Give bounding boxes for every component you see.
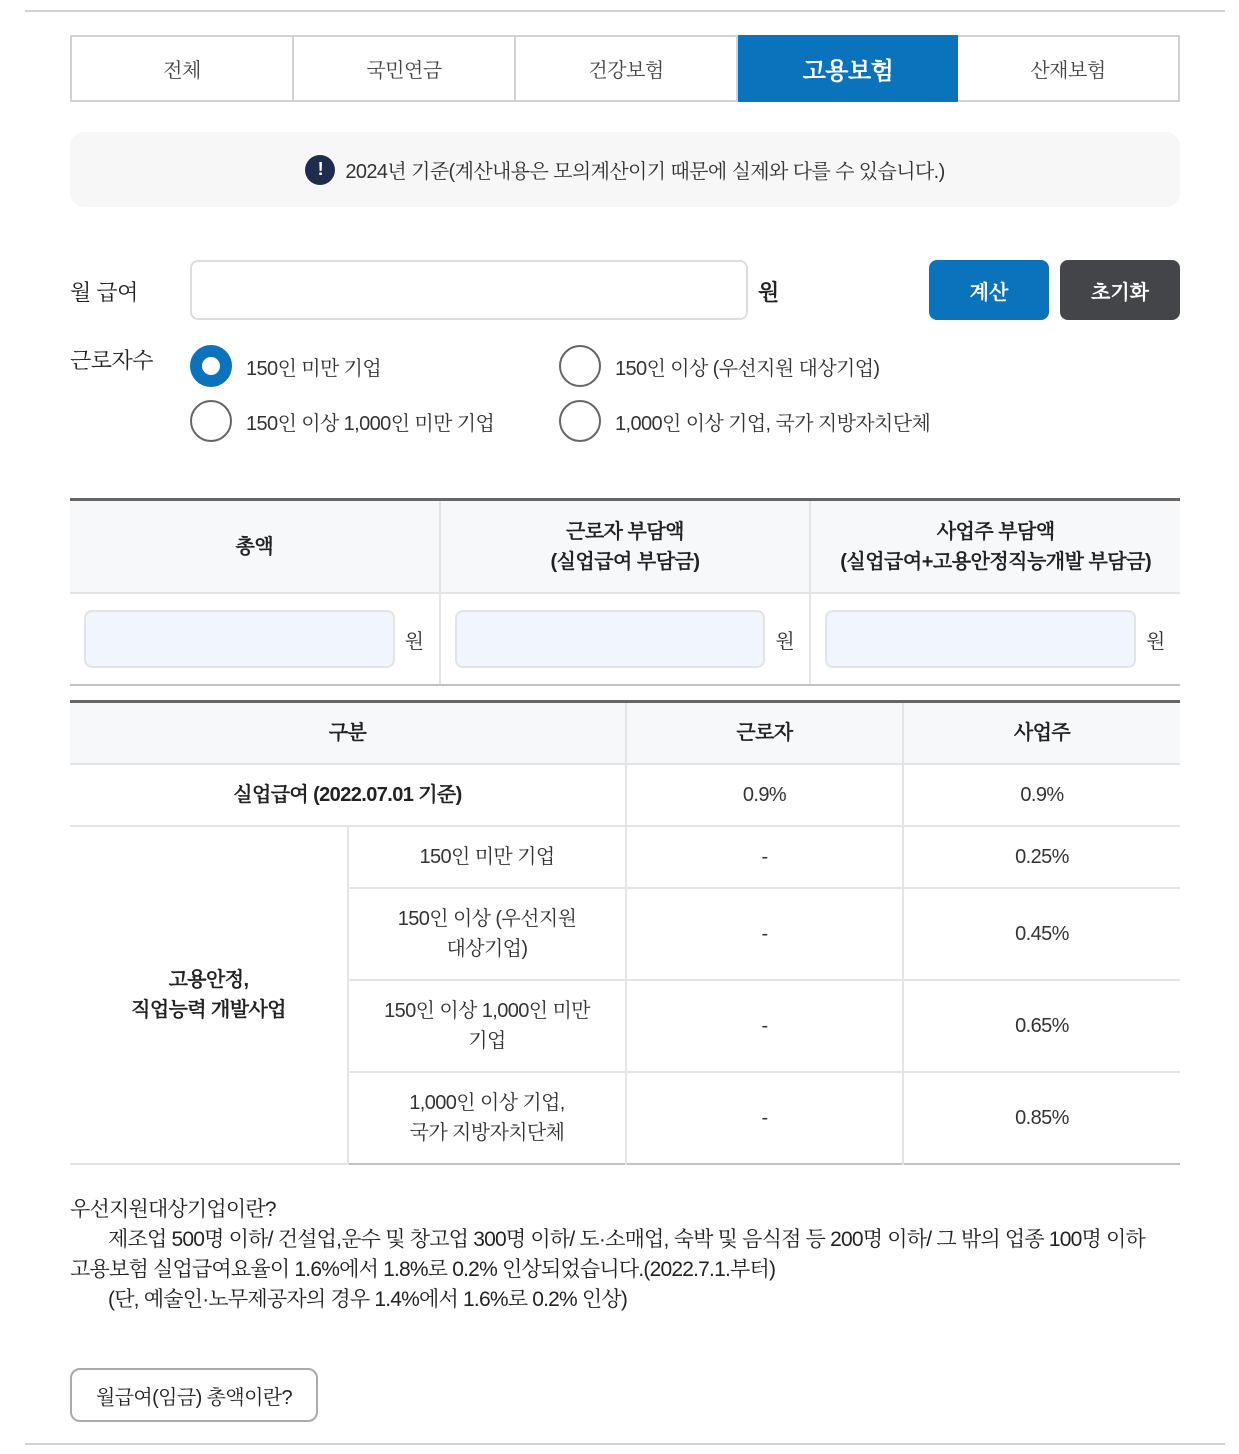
header-worker-share: 근로자 부담액 (실업급여 부담금) (441, 501, 812, 592)
salary-label: 월 급여 (70, 280, 138, 305)
notice-banner (70, 132, 1180, 207)
radio-unchecked-icon[interactable] (559, 345, 601, 387)
workers-label: 근로자수 (70, 348, 154, 373)
priority-detail: 제조업 500명 이하/ 건설업,운수 및 창고업 300명 이하/ 도·소매업, 숙박 및 음식점 등 200명 이하/ 그 밖의 업종 100명 이하 (108, 1228, 1146, 1251)
exclamation-icon: ! (305, 155, 335, 185)
employer-rate: 0.45% (903, 888, 1180, 980)
top-divider (25, 10, 1225, 12)
result-header-row (70, 501, 1180, 594)
employer-share-cell (811, 594, 1180, 684)
unit-label: 원 (775, 630, 795, 653)
result-value-row (70, 594, 1180, 684)
salary-definition-button[interactable]: 월급여(임금) 총액이란? (70, 1368, 318, 1422)
total-cell (70, 594, 441, 684)
unemployment-label: 실업급여 (2022.07.01 기준) (70, 764, 626, 826)
radio-150-priority[interactable] (559, 345, 879, 387)
company-size: 150인 이상 (우선지원 대상기업) (348, 888, 626, 980)
header-employer-share: 사업주 부담액 (실업급여+고용안정직능개발 부담금) (840, 520, 1152, 573)
unemployment-employer-rate: 0.9% (903, 764, 1180, 826)
radio-unchecked-icon[interactable] (559, 400, 601, 442)
rate-change-note: 고용보험 실업급여요율이 1.6%에서 1.8%로 0.2% 인상되었습니다.(2022.7.1.부터) (70, 1258, 776, 1281)
priority-title: 우선지원대상기업이란? (70, 1198, 276, 1221)
header-employer: 사업주 (903, 702, 1180, 764)
calculate-button[interactable]: 계산 (929, 260, 1049, 320)
table-row (70, 826, 1180, 888)
worker-rate: - (626, 826, 903, 888)
reset-button[interactable]: 초기화 (1060, 260, 1180, 320)
worker-share-cell (441, 594, 812, 684)
unemployment-worker-rate: 0.9% (626, 764, 903, 826)
radio-under-150[interactable] (190, 345, 381, 387)
radio-label: 1,000인 이상 기업, 국가 지방자치단체 (615, 412, 931, 435)
tab-health-insurance[interactable]: 건강보험 (516, 37, 738, 100)
tab-industrial-accident[interactable]: 산재보험 (958, 37, 1178, 100)
stability-label: 고용안정, 직업능력 개발사업 (70, 826, 348, 1164)
worker-rate: - (626, 980, 903, 1072)
radio-label: 150인 이상 1,000인 미만 기업 (246, 412, 495, 435)
company-size: 150인 이상 1,000인 미만 기업 (348, 980, 626, 1072)
unit-label: 원 (404, 630, 424, 653)
worker-share-output (455, 610, 766, 668)
tab-employment-insurance[interactable]: 고용보험 (738, 35, 958, 102)
radio-1000-plus[interactable] (559, 400, 930, 442)
salary-unit: 원 (758, 280, 780, 305)
radio-label: 150인 미만 기업 (246, 357, 382, 380)
rate-change-detail: (단, 예술인·노무제공자의 경우 1.4%에서 1.6%로 0.2% 인상) (108, 1288, 628, 1311)
bottom-divider (25, 1443, 1225, 1445)
employer-rate: 0.85% (903, 1072, 1180, 1164)
salary-input[interactable] (190, 260, 748, 320)
rate-header-row (70, 702, 1180, 764)
rate-table (70, 700, 1180, 1165)
tab-national-pension[interactable]: 국민연금 (294, 37, 516, 100)
radio-150-to-1000[interactable] (190, 400, 494, 442)
radio-checked-icon[interactable] (190, 345, 232, 387)
employer-rate: 0.65% (903, 980, 1180, 1072)
employer-share-output (825, 610, 1136, 668)
unit-label: 원 (1146, 630, 1166, 653)
header-worker: 근로자 (626, 702, 903, 764)
insurance-tabs (70, 35, 1180, 102)
result-table (70, 498, 1180, 686)
radio-label: 150인 이상 (우선지원 대상기업) (615, 357, 880, 380)
total-output (84, 610, 395, 668)
header-category: 구분 (70, 702, 626, 764)
header-total: 총액 (70, 501, 441, 592)
notice-text: 2024년 기준(계산내용은 모의계산이기 때문에 실제와 다를 수 있습니다.) (345, 161, 945, 183)
company-size: 150인 미만 기업 (348, 826, 626, 888)
worker-rate: - (626, 1072, 903, 1164)
table-row (70, 764, 1180, 826)
radio-unchecked-icon[interactable] (190, 400, 232, 442)
tab-all[interactable]: 전체 (72, 37, 294, 100)
company-size: 1,000인 이상 기업, 국가 지방자치단체 (348, 1072, 626, 1164)
worker-rate: - (626, 888, 903, 980)
notes (70, 1195, 1180, 1315)
employer-rate: 0.25% (903, 826, 1180, 888)
